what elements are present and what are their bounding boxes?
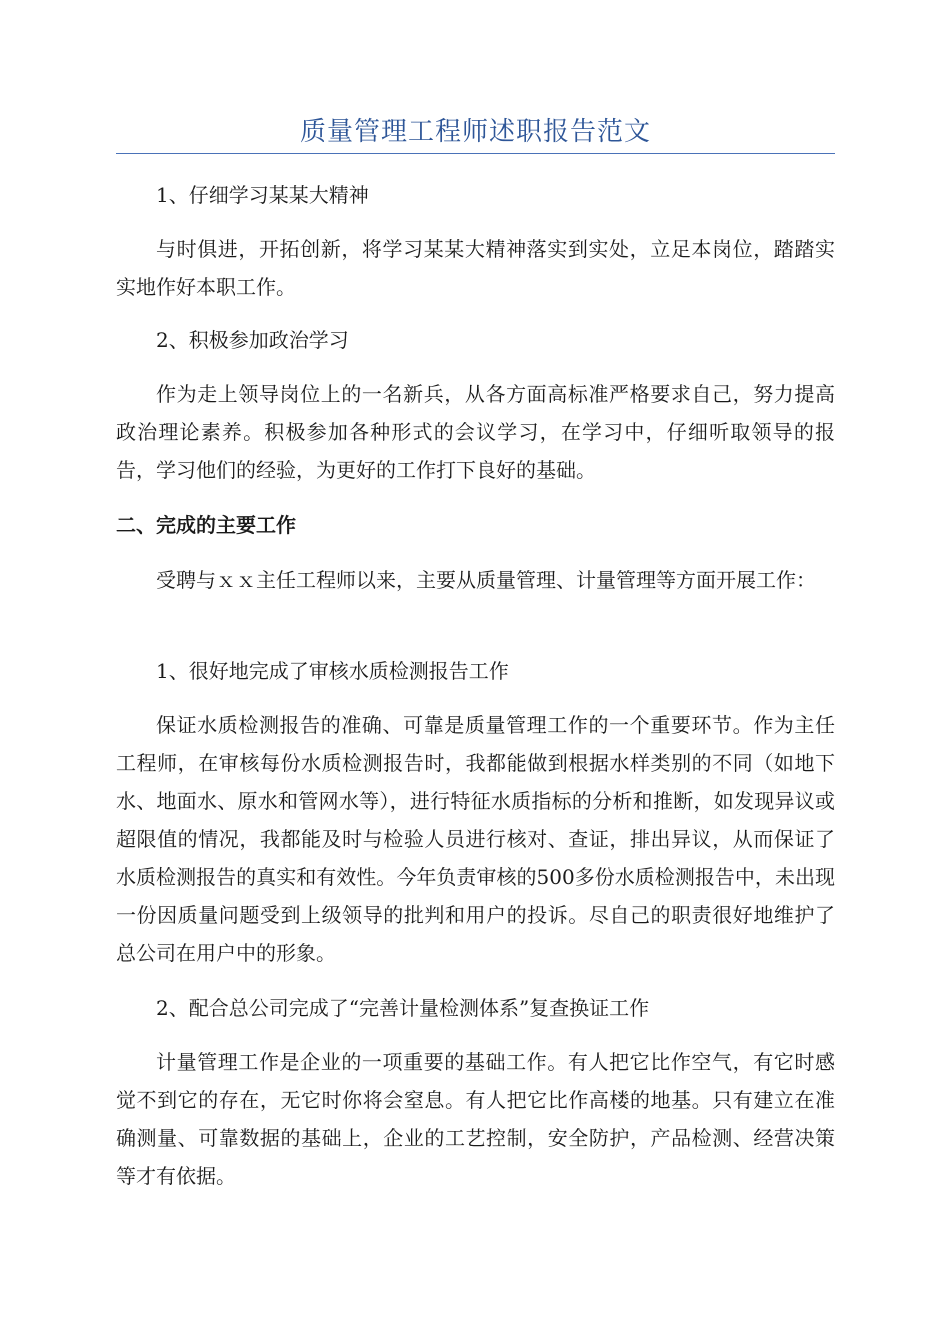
body-paragraph: 保证水质检测报告的准确、可靠是质量管理工作的一个重要环节。作为主任工程师，在审核每份水质检测报告时，我都能做到根据水样类别的不同（如地下水、地面水、原水和管网水等），进行特征水质指标的分析和推断，如发现异议或超限值的情况，我都能及时与检验人员进行核对、查证，排出异议，从而保证了水质检测报告的真实和有效性。今年负责审核的500多份水质检测报告中，未出现一份因质量问题受到上级领导的批判和用户的投诉。尽自己的职责很好地维护了总公司在用户中的形象。 <box>116 713 835 965</box>
section-heading: 二、完成的主要工作 <box>116 513 296 537</box>
body-paragraph: 作为走上领导岗位上的一名新兵，从各方面高标准严格要求自己，努力提高政治理论素养。积极参加各种形式的会议学习，在学习中，仔细听取领导的报告，学习他们的经验，为更好的工作打下良好的基础。 <box>116 382 835 482</box>
title-underline <box>116 153 835 154</box>
section-item: 1、仔细学习某某大精神 <box>156 183 369 207</box>
document-title: 质量管理工程师述职报告范文 <box>299 117 651 147</box>
body-paragraph: 与时俱进，开拓创新，将学习某某大精神落实到实处，立足本岗位，踏踏实实地作好本职工作。 <box>116 237 835 299</box>
body-paragraph: 受聘与ｘｘ主任工程师以来，主要从质量管理、计量管理等方面开展工作： <box>156 568 816 592</box>
body-paragraph: 计量管理工作是企业的一项重要的基础工作。有人把它比作空气，有它时感觉不到它的存在，无它时你将会窒息。有人把它比作高楼的地基。只有建立在准确测量、可靠数据的基础上，企业的工艺控制，安全防护，产品检测、经营决策等才有依据。 <box>116 1050 835 1188</box>
section-item: 2、积极参加政治学习 <box>156 328 349 352</box>
section-item: 2、配合总公司完成了“完善计量检测体系”复查换证工作 <box>156 996 650 1020</box>
section-item: 1、很好地完成了审核水质检测报告工作 <box>156 659 509 683</box>
